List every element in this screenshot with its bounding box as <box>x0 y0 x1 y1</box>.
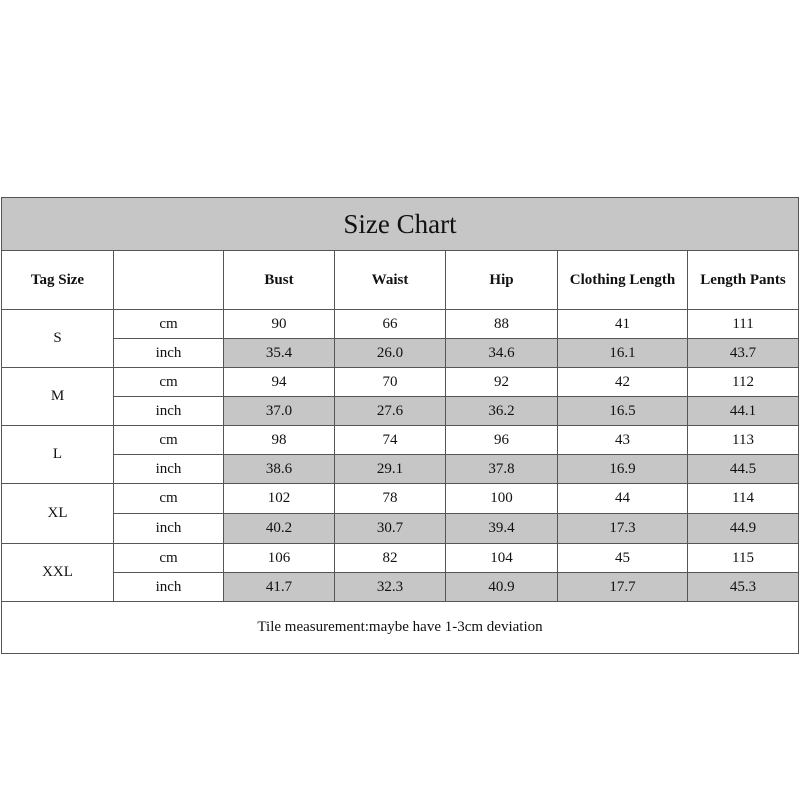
clothing-length-cell: 45 <box>558 544 688 573</box>
header-tag-size: Tag Size <box>2 251 114 310</box>
size-label-xxl: XXL <box>2 544 114 602</box>
bust-cell: 35.4 <box>224 339 335 368</box>
unit-cell: inch <box>114 339 224 368</box>
waist-cell: 78 <box>335 484 446 514</box>
size-s-inch-row <box>2 339 799 368</box>
size-s-cm-row <box>2 310 799 339</box>
waist-cell: 29.1 <box>335 455 446 484</box>
hip-cell: 92 <box>446 368 558 397</box>
clothing-length-cell: 17.3 <box>558 514 688 544</box>
unit-cell: inch <box>114 573 224 602</box>
unit-cell: cm <box>114 368 224 397</box>
size-m-inch-row <box>2 397 799 426</box>
waist-cell: 70 <box>335 368 446 397</box>
size-chart-table <box>1 197 799 654</box>
clothing-length-cell: 43 <box>558 426 688 455</box>
hip-cell: 37.8 <box>446 455 558 484</box>
clothing-length-cell: 16.1 <box>558 339 688 368</box>
clothing-length-cell: 16.9 <box>558 455 688 484</box>
length-pants-cell: 44.5 <box>688 455 799 484</box>
clothing-length-cell: 41 <box>558 310 688 339</box>
header-clothing-length: Clothing Length <box>558 251 688 310</box>
size-l-inch-row <box>2 455 799 484</box>
header-waist: Waist <box>335 251 446 310</box>
hip-cell: 39.4 <box>446 514 558 544</box>
size-xl-cm-row <box>2 484 799 514</box>
size-xxl-cm-row <box>2 544 799 573</box>
length-pants-cell: 45.3 <box>688 573 799 602</box>
bust-cell: 94 <box>224 368 335 397</box>
hip-cell: 34.6 <box>446 339 558 368</box>
unit-cell: inch <box>114 455 224 484</box>
bust-cell: 38.6 <box>224 455 335 484</box>
unit-cell: cm <box>114 544 224 573</box>
length-pants-cell: 114 <box>688 484 799 514</box>
length-pants-cell: 44.9 <box>688 514 799 544</box>
title-row <box>2 198 799 251</box>
measurement-note: Tile measurement:maybe have 1-3cm deviation <box>2 602 799 654</box>
header-row <box>2 251 799 310</box>
size-label-l: L <box>2 426 114 484</box>
waist-cell: 66 <box>335 310 446 339</box>
hip-cell: 96 <box>446 426 558 455</box>
length-pants-cell: 44.1 <box>688 397 799 426</box>
header-length-pants: Length Pants <box>688 251 799 310</box>
length-pants-cell: 115 <box>688 544 799 573</box>
unit-cell: cm <box>114 310 224 339</box>
bust-cell: 41.7 <box>224 573 335 602</box>
hip-cell: 40.9 <box>446 573 558 602</box>
clothing-length-cell: 17.7 <box>558 573 688 602</box>
chart-title: Size Chart <box>2 198 799 251</box>
size-label-xl: XL <box>2 484 114 544</box>
bust-cell: 102 <box>224 484 335 514</box>
unit-cell: inch <box>114 514 224 544</box>
bust-cell: 106 <box>224 544 335 573</box>
unit-cell: cm <box>114 426 224 455</box>
header-bust: Bust <box>224 251 335 310</box>
length-pants-cell: 112 <box>688 368 799 397</box>
size-label-m: M <box>2 368 114 426</box>
waist-cell: 26.0 <box>335 339 446 368</box>
length-pants-cell: 113 <box>688 426 799 455</box>
bust-cell: 40.2 <box>224 514 335 544</box>
header-hip: Hip <box>446 251 558 310</box>
length-pants-cell: 111 <box>688 310 799 339</box>
length-pants-cell: 43.7 <box>688 339 799 368</box>
bust-cell: 98 <box>224 426 335 455</box>
bust-cell: 37.0 <box>224 397 335 426</box>
size-l-cm-row <box>2 426 799 455</box>
waist-cell: 32.3 <box>335 573 446 602</box>
bust-cell: 90 <box>224 310 335 339</box>
size-xl-inch-row <box>2 514 799 544</box>
hip-cell: 88 <box>446 310 558 339</box>
waist-cell: 27.6 <box>335 397 446 426</box>
clothing-length-cell: 16.5 <box>558 397 688 426</box>
waist-cell: 74 <box>335 426 446 455</box>
unit-cell: cm <box>114 484 224 514</box>
size-m-cm-row <box>2 368 799 397</box>
clothing-length-cell: 42 <box>558 368 688 397</box>
header-unit <box>114 251 224 310</box>
size-label-s: S <box>2 310 114 368</box>
size-xxl-inch-row <box>2 573 799 602</box>
hip-cell: 36.2 <box>446 397 558 426</box>
hip-cell: 100 <box>446 484 558 514</box>
waist-cell: 30.7 <box>335 514 446 544</box>
waist-cell: 82 <box>335 544 446 573</box>
note-row <box>2 602 799 654</box>
hip-cell: 104 <box>446 544 558 573</box>
clothing-length-cell: 44 <box>558 484 688 514</box>
unit-cell: inch <box>114 397 224 426</box>
